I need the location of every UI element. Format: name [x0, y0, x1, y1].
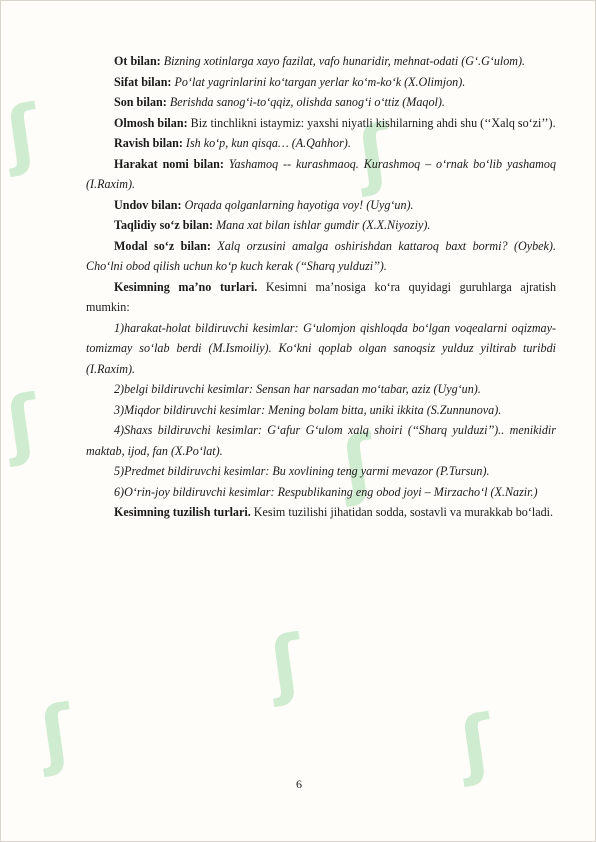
watermark-logo-icon: ʃ [455, 699, 498, 789]
list-item [86, 400, 556, 421]
paragraph-label: Taqlidiy so‘z bilan: [114, 218, 214, 232]
list-item [86, 461, 556, 482]
list-item [86, 420, 556, 461]
paragraph-example: Berishda sanog‘i-to‘qqiz, olishda sanog‘i o‘ttiz (Maqol). [169, 95, 445, 109]
watermark-logo-icon: ʃ [1, 379, 44, 469]
watermark-logo-icon: ʃ [1, 89, 44, 179]
section-heading: Kesimning tuzilish turlari. [114, 505, 251, 519]
paragraph-example: Mana xat bilan ishlar gumdir (X.X.Niyoziy). [216, 218, 431, 232]
paragraph-label: Son bilan: [114, 95, 167, 109]
paragraph-example: Ish ko‘p, kun qisqa… (A.Qahhor). [185, 136, 351, 150]
paragraph-example: Orqada qolganlarning hayotiga voy! (Uyg‘un). [184, 197, 414, 212]
paragraph-example: Bizning xotinlarga xayo fazilat, vafo hunaridir, mehnat-odati (G‘.G‘ulom). [163, 54, 526, 68]
paragraph-text: Kesim tuzilishi jihatidan sodda, sostavli va murakkab bo‘ladi. [253, 505, 554, 519]
paragraph-undov [86, 195, 556, 216]
paragraph-label: Olmosh bilan: [114, 115, 188, 130]
paragraph-label: Harakat nomi bilan: [114, 156, 224, 171]
paragraph-taqlidiy [86, 215, 556, 236]
paragraph-label: Sifat bilan: [114, 74, 172, 89]
watermark-logo-icon: ʃ [265, 619, 308, 709]
paragraph-text: Kesimni ma’nosiga ko‘ra quyidagi guruhlarga ajratish mumkin: [86, 279, 557, 314]
watermark-logo-icon: ʃ [353, 109, 396, 199]
paragraph-label: Undov bilan: [114, 197, 182, 212]
list-item-text: 1)harakat-holat bildiruvchi kesimlar: G‘ulomjon qishloqda bo‘lgan voqealarni oqizmay-tomizmay so‘lab berdi (M.Ismoiliy). Ko‘kni qoplab olgan sanoqsiz yulduz yiltirab turibdi (I.Raxim). [86, 320, 556, 376]
paragraph-harakat-nomi [86, 154, 556, 195]
section-heading: Kesimning ma’no turlari. [114, 279, 258, 294]
list-item [86, 482, 556, 503]
list-item-text: 5)Predmet bildiruvchi kesimlar: Bu xovlining teng yarmi mevazor (P.Tursun). [114, 464, 490, 478]
paragraph-olmosh [86, 113, 556, 134]
list-item-text: 4)Shaxs bildiruvchi kesimlar: G‘afur G‘ulom xalq shoiri (‘‘Sharq yulduzi’’).. menikidir maktab, ijod, fan (X.Po‘lat). [86, 423, 556, 458]
paragraph-example: Yashamoq -- kurashmaoq. Kurashmoq – o‘rnak bo‘lib yashamoq (I.Raxim). [86, 156, 556, 191]
paragraph-son [86, 92, 556, 113]
paragraph-ot [86, 51, 556, 72]
paragraph-ravish [86, 133, 556, 154]
paragraph-label: Ot bilan: [114, 54, 161, 68]
paragraph-tuzilish-turlari [86, 502, 556, 523]
list-item-text: 6)O‘rin-joy bildiruvchi kesimlar: Respublikaning eng obod joyi – Mirzacho‘l (X.Nazir.) [114, 484, 538, 499]
paragraph-example: Biz tinchlikni istaymiz: yaxshi niyatli kishilarning ahdi shu (‘‘Xalq so‘zi’’). [190, 115, 556, 130]
list-item [86, 318, 556, 380]
document-body [86, 51, 556, 523]
watermark-logo-icon: ʃ [337, 419, 380, 509]
list-item [86, 379, 556, 400]
paragraph-label: Modal so‘z bilan: [114, 238, 211, 253]
paragraph-modal [86, 236, 556, 277]
paragraph-label: Ravish bilan: [114, 136, 183, 150]
page-number: 6 [296, 777, 302, 791]
paragraph-example: Po‘lat yagrinlarini ko‘targan yerlar ko‘m-ko‘k (X.Olimjon). [174, 74, 466, 89]
watermark-logo-icon: ʃ [35, 689, 78, 779]
list-item-text: 3)Miqdor bildiruvchi kesimlar: Mening bolam bitta, uniki ikkita (S.Zunnunova). [114, 402, 502, 417]
list-item-text: 2)belgi bildiruvchi kesimlar: Sensan har narsadan mo‘tabar, aziz (Uyg‘un). [114, 382, 481, 396]
paragraph-sifat [86, 72, 556, 93]
paragraph-example: Xalq orzusini amalga oshirishdan kattaroq baxt bormi? (Oybek). Cho‘lni obod qilish uchun ko‘p kuch kerak (‘‘Sharq yulduzi’’). [86, 238, 556, 273]
paragraph-mano-turlari [86, 277, 556, 318]
